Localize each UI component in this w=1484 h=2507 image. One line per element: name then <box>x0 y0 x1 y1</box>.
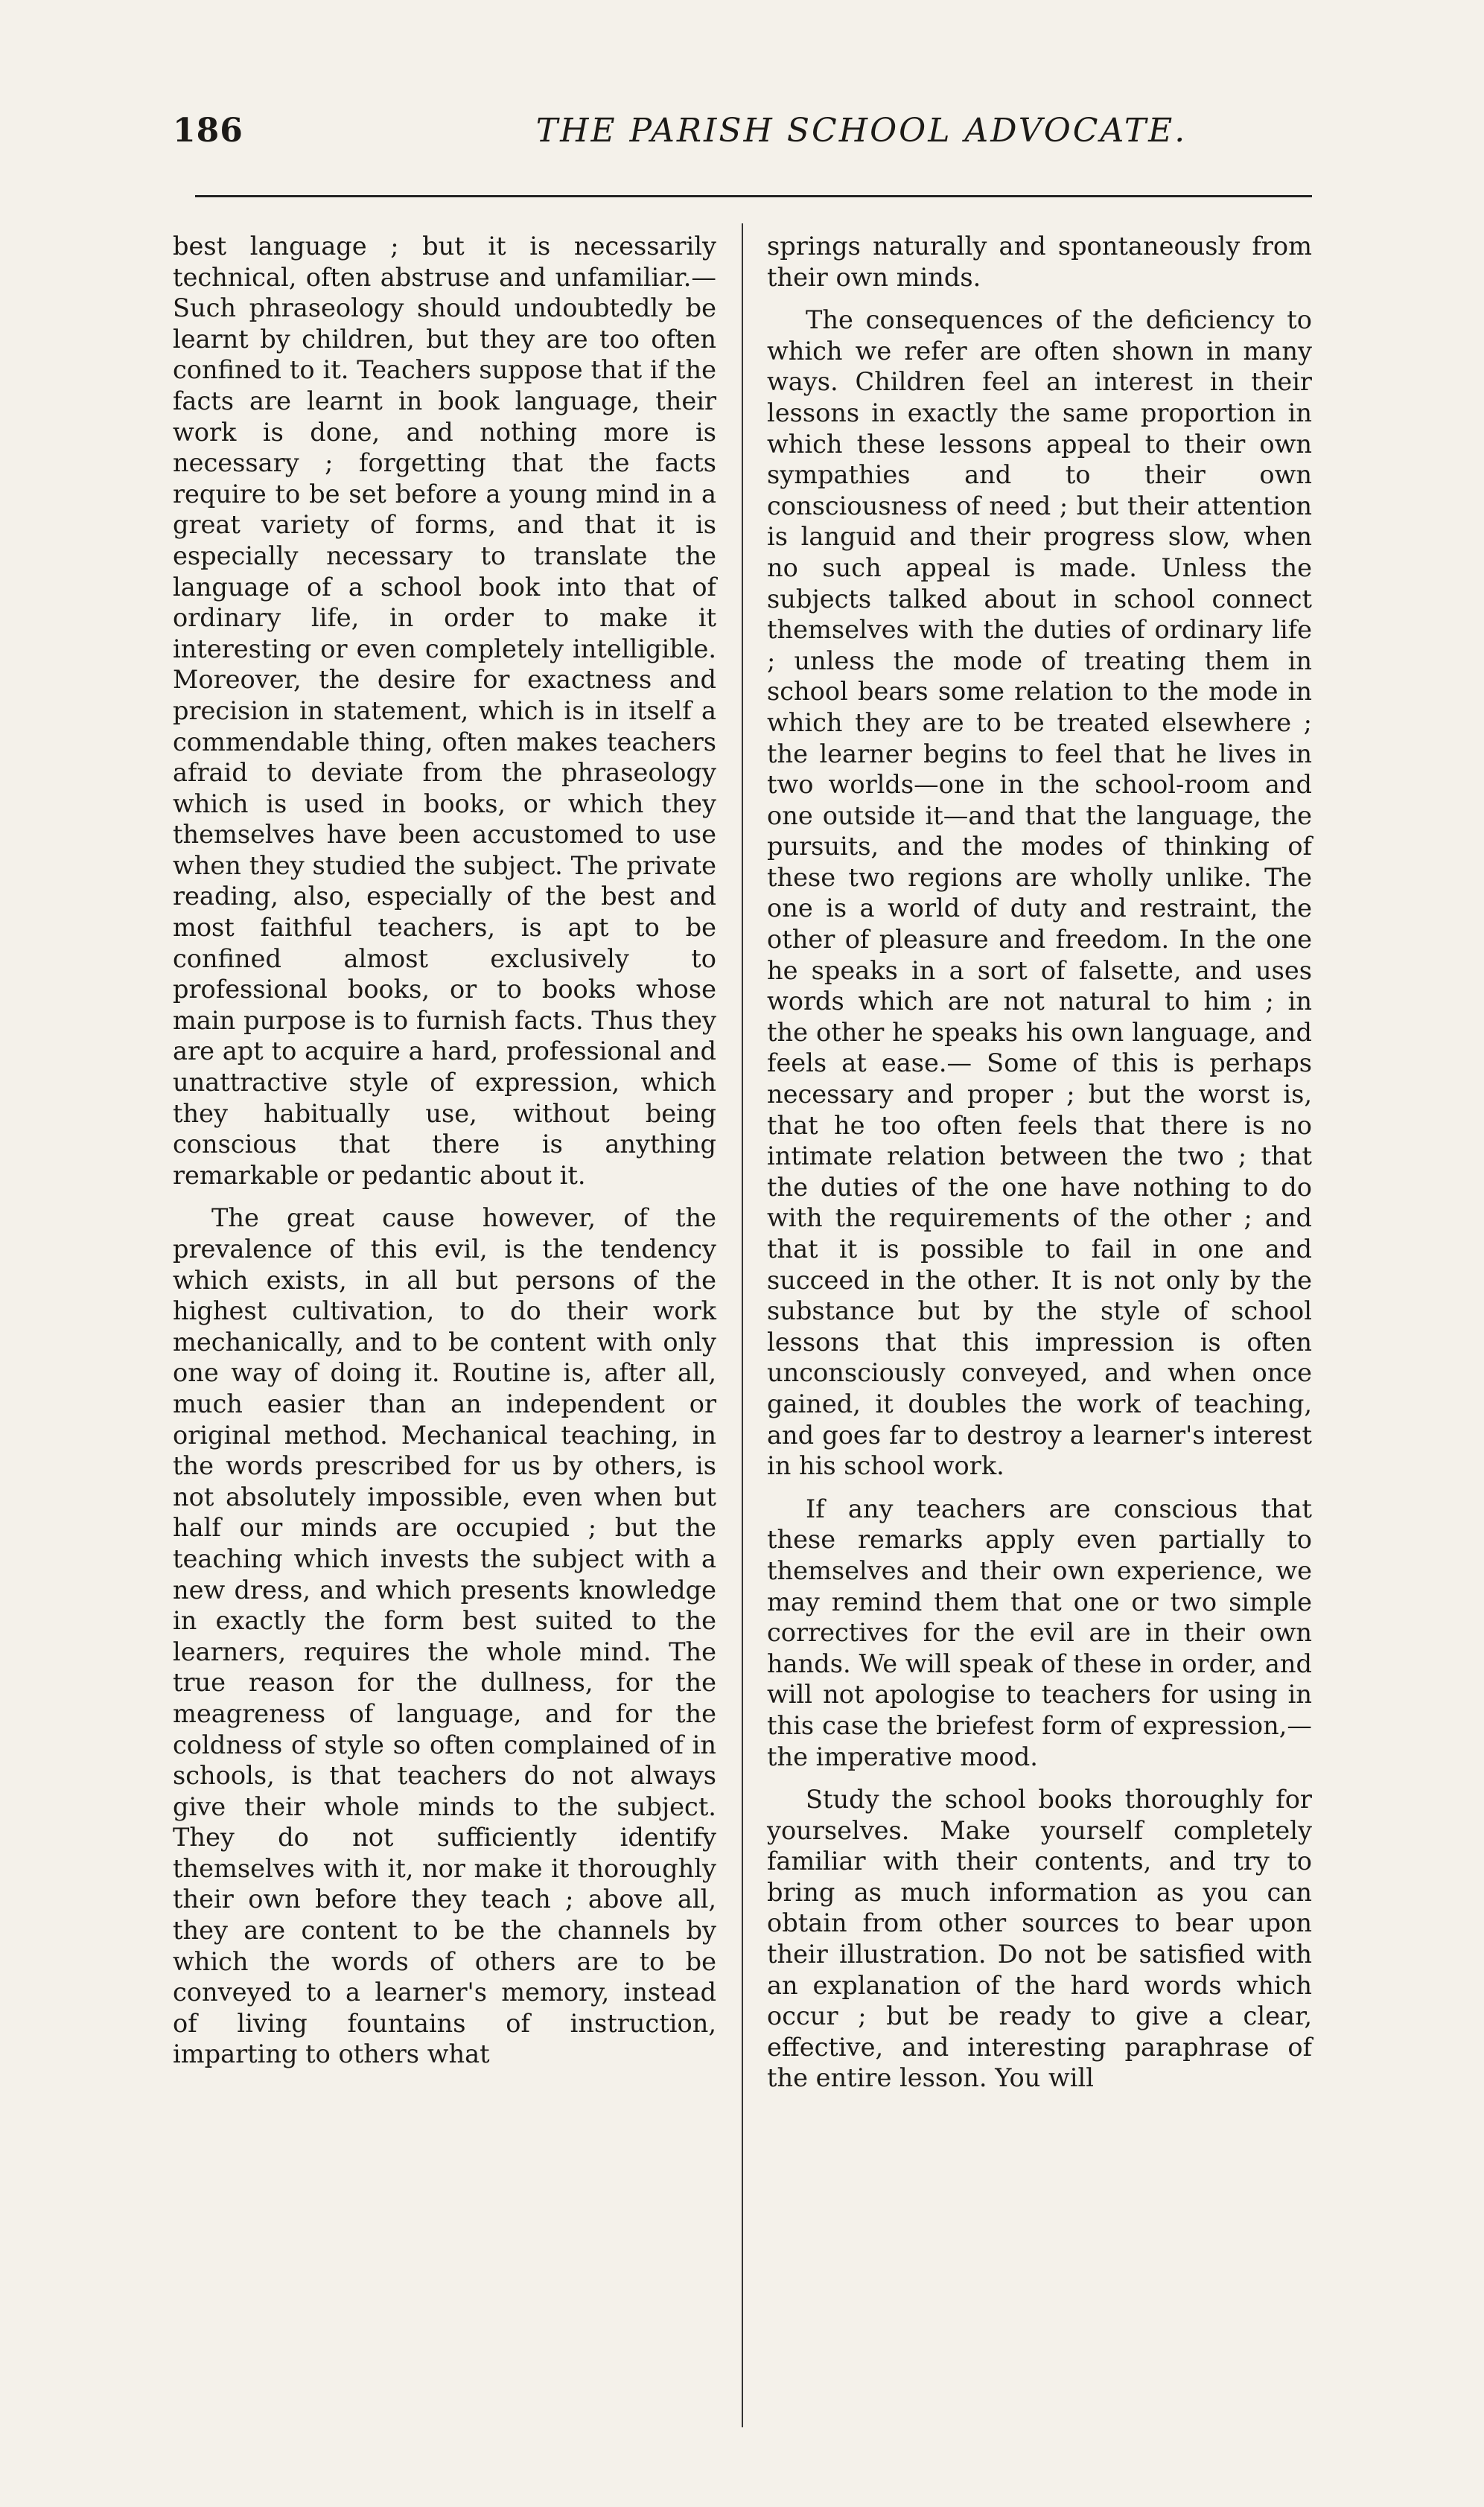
right-paragraph-4: Study the school books thoroughly for yourselves. Make yourself completely familiar with their contents, and try to bring as much information as you can obtain from other sources to bear upon their illustration. Do not be satisfied with an explanation of the hard words which occur ; but be ready to give a clear, effective, and interesting paraphrase of the entire lesson. You will <box>767 1785 1312 2093</box>
right-column <box>767 231 1312 2094</box>
right-paragraph-3: If any teachers are conscious that these remarks apply even partially to themselves and their own experience, we may remind them that one or two simple correctives for the evil are in their own hands. We will speak of these in order, and will not apologise to teachers for using in this case the briefest form of expression,—the imperative mood. <box>767 1494 1312 1771</box>
header-rule <box>195 195 1312 197</box>
right-paragraph-2: The consequences of the deficiency to which we refer are often shown in many ways. Children feel an interest in their lessons in exactly the same proportion in which these lessons appeal to their own sympathies and to their own consciousness of need ; but their attention is languid and their progress slow, when no such appeal is made. Unless the subjects talked about in school connect themselves with the duties of ordinary life ; unless the mode of treating them in school bears some relation to the mode in which they are to be treated elsewhere ; the learner begins to feel that he lives in two worlds—one in the school-room and one outside it—and that the language, the pursuits, and the modes of thinking of these two regions are wholly unlike. The one is a world of duty and restraint, the other of pleasure and freedom. In the one he speaks in a sort of falsette, and uses words which are not natural to him ; in the other he speaks his own language, and feels at ease.— Some of this is perhaps necessary and proper ; but the worst is, that he too often feels that there is no intimate relation between the two ; that the duties of the one have nothing to do with the requirements of the other ; and that it is possible to fail in one and succeed in the other. It is not only by the substance but by the style of school lessons that this impression is often unconsciously conveyed, and when once gained, it doubles the work of teaching, and goes far to destroy a learner's interest in his school work. <box>767 305 1312 1481</box>
left-column <box>173 231 716 2070</box>
page-header <box>173 112 1312 164</box>
left-paragraph-1: best language ; but it is necessarily technical, often abstruse and unfamiliar.— Such phraseology should undoubtedly be learnt by children, but they are too often confined to it. Teachers suppose that if the facts are learnt in book language, their work is done, and nothing more is necessary ; forgetting that the facts require to be set before a young mind in a great variety of forms, and that it is especially necessary to translate the language of a school book into that of ordinary life, in order to make it interesting or even completely intelligible. Moreover, the desire for exactness and precision in statement, which is in itself a commendable thing, often makes teachers afraid to deviate from the phraseology which is used in books, or which they themselves have been accustomed to use when they studied the subject. The private reading, also, especially of the best and most faithful teachers, is apt to be confined almost exclusively to professional books, or to books whose main purpose is to furnish facts. Thus they are apt to acquire a hard, professional and unattractive style of expression, which they habitually use, without being conscious that there is anything remarkable or pedantic about it. <box>173 232 716 1190</box>
running-title: THE PARISH SCHOOL ADVOCATE. <box>535 112 1188 150</box>
page-number: 186 <box>173 112 243 150</box>
left-paragraph-2: The great cause however, of the prevalence of this evil, is the tendency which exists, in all but persons of the highest cultivation, to do their work mechanically, and to be content with only one way of doing it. Routine is, after all, much easier than an independent or original method. Mechanical teaching, in the words prescribed for us by others, is not absolutely impossible, even when but half our minds are occupied ; but the teaching which invests the subject with a new dress, and which presents knowledge in exactly the form best suited to the learners, requires the whole mind. The true reason for the dullness, for the meagreness of language, and for the coldness of style so often complained of in schools, is that teachers do not always give their whole minds to the subject. They do not sufficiently identify themselves with it, nor make it thoroughly their own before they teach ; above all, they are content to be the channels by which the words of others are to be conveyed to a learner's memory, instead of living fountains of instruction, imparting to others what <box>173 1203 716 2069</box>
right-paragraph-1: springs naturally and spontaneously from their own minds. <box>767 232 1312 292</box>
column-divider <box>742 223 743 2427</box>
